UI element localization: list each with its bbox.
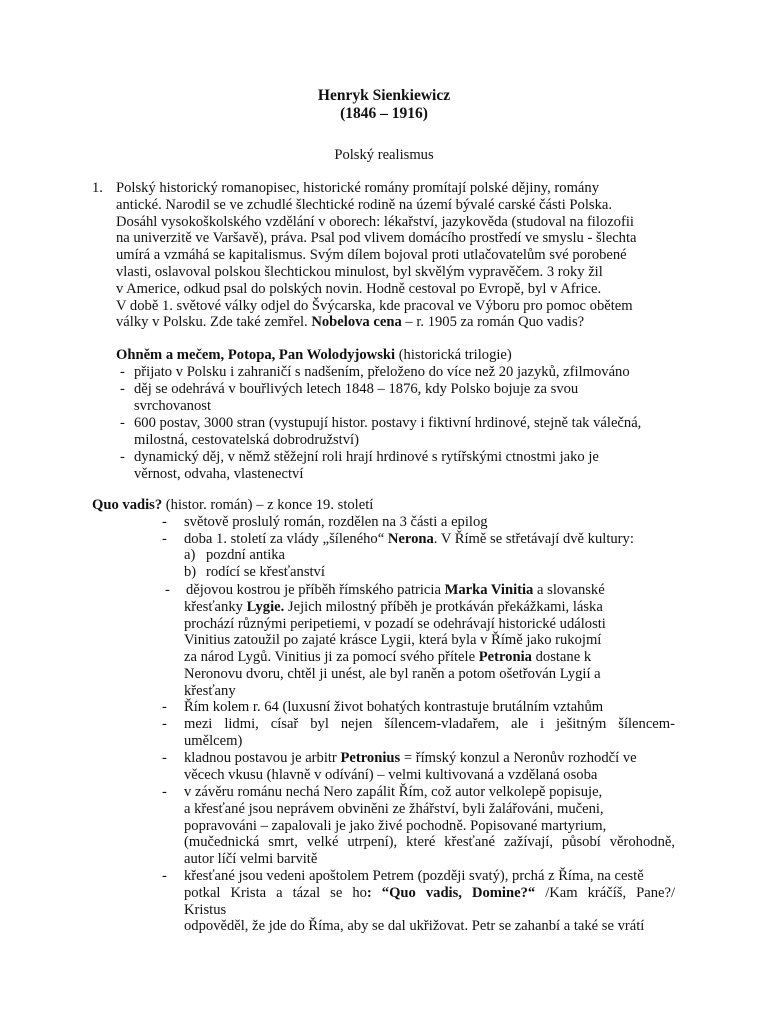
nobel-prize-label: Nobelova cena (311, 314, 402, 331)
paragraph-line: V době 1. světové války odjel do Švýcarska, kde pracoval ve Výboru pro pomoc obětem (116, 297, 633, 314)
paragraph-line: umírá a vzmáhá se kapitalismus. Svým dílem bojoval proti utlačovatelům své porobené (116, 247, 627, 264)
item-line: věcech vkusu (hlavně v odívání) – velmi kultivovaná a vzdělaná osoba (184, 766, 598, 783)
item-line: a křesťané jsou neprávem obviněni ze žhářství, byli žalářováni, mučeni, (184, 800, 604, 817)
quovadis-item (184, 868, 675, 935)
item-line: děj se odehrává v bouřlivých letech 1848 – 1876, kdy Polsko bojuje za svou (134, 381, 579, 397)
item-line (184, 885, 675, 902)
justified-text (184, 885, 675, 902)
item-line: popravováni – zapalovali je jako živé pochodně. Popisované martyrium, (184, 817, 607, 834)
quo-vadis-quote: : “Quo vadis, Domine?“ (366, 884, 536, 901)
item-line: přijato v Polsku i zahraničí s nadšením, přeloženo do více než 20 jazyků, zfilmováno (134, 364, 630, 380)
paragraph-line: Dosáhl vysokoškolského vzdělání v oborech: lékařství, jazykověda (studoval na filozofii (116, 213, 634, 230)
text-span: – r. 1905 za román Quo vadis? (401, 314, 585, 331)
paragraph-line: vlasti, oslavoval polskou šlechtickou minulost, byl skvělým vypravěčem. 3 roky žil (116, 263, 603, 280)
topic-heading: Polský realismus (334, 147, 434, 163)
nero-name: Nerona (387, 531, 434, 547)
sub-item-label: b) (184, 564, 197, 580)
biography-paragraph (116, 180, 637, 331)
text-span: křesťanky (184, 598, 247, 615)
bullet-dash: - (120, 381, 125, 397)
item-line (184, 582, 606, 599)
justified-text: (mučednická smrt, velké utrpení), které křesťané zažívají, působí věrohodně, (184, 834, 675, 851)
trilogy-item (134, 364, 630, 381)
bullet-dash: - (162, 514, 167, 530)
trilogy-item (134, 415, 641, 449)
sub-item: pozdní antika (206, 547, 286, 563)
bullet-dash: - (162, 699, 167, 715)
bullet-dash: - (120, 364, 125, 380)
paragraph-line: v Americe, odkud psal do polských novin. Hodně cestoval po Evropě, byl v Africe. (116, 280, 602, 297)
item-line (184, 834, 675, 851)
author-name: Henryk Sienkiewicz (317, 87, 451, 104)
item-line: svrchovanost (134, 397, 212, 414)
text-span: /Kam kráčíš, Pane?/ (535, 884, 676, 901)
text-span: dostane k (531, 649, 592, 666)
quovadis-item (184, 531, 634, 548)
text-span: kladnou postavou je arbitr (184, 750, 341, 766)
quovadis-item (184, 784, 675, 868)
item-line: Kristus (184, 901, 227, 918)
item-line: Neronovu dvoru, chtěl ji unést, ale byl raněn a potom ošetřován Lygií a (184, 665, 601, 682)
bullet-dash: - (162, 750, 167, 766)
bullet-dash: - (120, 449, 125, 465)
justified-text: mezi lidmi, císař byl nejen šílencem-vladařem, ale i ješitným šílencem- (184, 716, 675, 732)
quovadis-item (184, 750, 637, 784)
text-span: doba 1. století za vlády „šíleného“ (184, 531, 388, 547)
item-line: Vinitius zatoužil po zajaté krásce Lygii, která byla v Římě jako rukojmí (184, 632, 602, 649)
bullet-dash: - (162, 716, 167, 732)
item-line: křesťany (184, 682, 236, 699)
quovadis-heading (92, 497, 373, 514)
trilogy-item (134, 449, 599, 483)
item-line: dynamický děj, v němž stěžejní roli hrají hrdinové s rytířskými ctnostmi jako je (134, 449, 599, 465)
text-span: Jejich milostný příběh je protkáván překážkami, láska (284, 598, 603, 615)
author-dates: (1846 – 1916) (340, 105, 428, 122)
section-number: 1. (92, 180, 103, 196)
item-line: odpověděl, že jde do Říma, aby se dal ukřižovat. Petr se zahanbí a také se vrátí (184, 918, 645, 935)
text-span: = římský konzul a Neronův rozhodčí ve (400, 750, 637, 766)
item-line: umělcem) (184, 732, 243, 749)
trilogy-titles: Ohněm a mečem, Potopa, Pan Wolodyjowski (116, 347, 396, 363)
quovadis-title: Quo vadis? (92, 497, 163, 513)
item-line: v závěru románu nechá Nero zapálit Řím, což autor velkolepě popisuje, (184, 784, 603, 800)
item-line (184, 750, 637, 767)
text-span: potkal Krista a tázal se ho (184, 884, 367, 901)
paragraph-line: na univerzitě ve Varšavě), práva. Psal pod vlivem domácího prostředí ve smyslu - šlechta (116, 230, 637, 247)
bullet-dash: - (162, 784, 167, 800)
quovadis-note: (histor. román) – z konce 19. století (162, 497, 374, 513)
item-line: milostná, cestovatelská dobrodružství) (134, 431, 359, 448)
sub-item-label: a) (184, 547, 196, 563)
item-line (184, 716, 675, 733)
paragraph-line: antické. Narodil se ve zchudlé šlechtické rodině na území bývalé carské části Polska. (116, 196, 612, 213)
bullet-dash: - (162, 868, 167, 884)
petronius-name: Petronius (340, 750, 401, 766)
item-line: 600 postav, 3000 stran (vystupují histor. postavy i fiktivní hrdinové, stejně tak válečná, (134, 415, 642, 431)
bullet-dash: - (162, 531, 167, 547)
trilogy-heading (116, 347, 512, 364)
paragraph-line (116, 314, 637, 331)
bullet-dash: - (165, 582, 170, 598)
item-line (184, 649, 606, 666)
item-line: autor líčí velmi barvitě (184, 851, 318, 868)
text-span: . V Římě se střetávají dvě kultury: (433, 531, 634, 547)
sub-item: rodící se křesťanství (206, 564, 325, 580)
quovadis-item (184, 716, 675, 750)
bullet-dash: - (120, 415, 125, 431)
trilogy-item (134, 381, 578, 415)
trilogy-note: (historická trilogie) (395, 347, 512, 363)
item-line (184, 599, 606, 616)
quovadis-item: světově proslulý román, rozdělen na 3 části a epilog (184, 514, 488, 530)
petronius-name: Petronia (478, 649, 532, 666)
item-line: věrnost, odvaha, vlastenectví (134, 465, 304, 482)
text-span: války v Polsku. Zde také zemřel. (116, 314, 312, 331)
item-line: křesťané jsou vedeni apoštolem Petrem (později svatý), prchá z Říma, na cestě (184, 868, 644, 884)
quovadis-item: Řím kolem r. 64 (luxusní život bohatých kontrastuje brutálním vztahům (184, 699, 604, 715)
paragraph-line: Polský historický romanopisec, historické romány promítají polské dějiny, romány (116, 180, 599, 196)
text-span: za národ Lygů. Vinitius ji za pomocí svého přítele (184, 649, 479, 666)
text-span: a slovanské (533, 582, 605, 598)
lygia-name: Lygie. (246, 598, 285, 615)
marcus-vinicius-name: Marka Vinitia (444, 582, 534, 598)
quovadis-item (184, 582, 606, 700)
text-span: dějovou kostrou je příběh římského patricia (186, 582, 445, 598)
item-line: prochází různými peripetiemi, v pozadí se odehrávají historické události (184, 615, 606, 632)
